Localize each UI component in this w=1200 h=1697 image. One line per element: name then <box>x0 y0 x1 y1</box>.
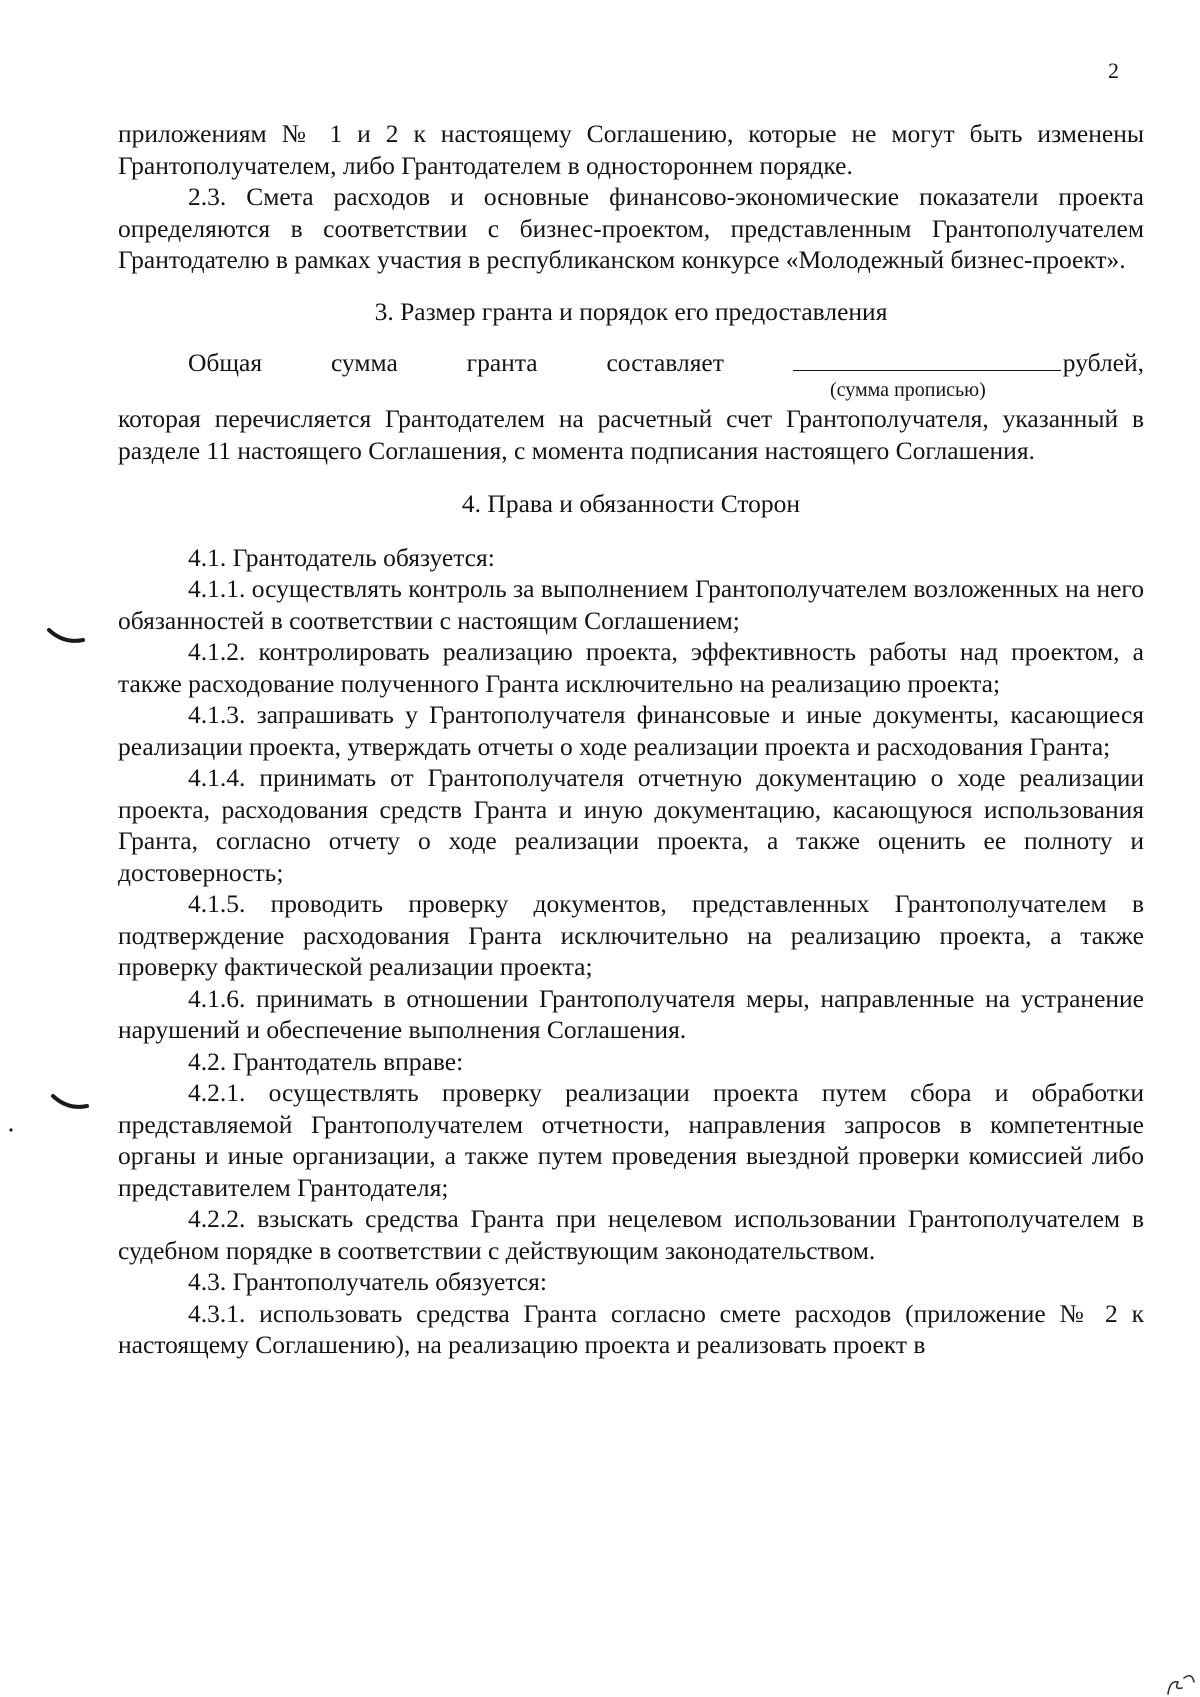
item-4-3: 4.3. Грантополучатель обязуется: <box>188 1267 547 1296</box>
item-4-1-4: 4.1.4. принимать от Грантополучателя отчетную документацию о ходе реализации проекта, расходования средств Гранта и иную документацию, касающуюся использования Гранта, согласно отчету о ходе реализации проекта, а также оценить ее полноту и достоверность; <box>118 763 1144 887</box>
sum-blank-line <box>793 369 1061 371</box>
item-4-1-6: 4.1.6. принимать в отношении Грантополучателя меры, направленные на устранение нарушений и обеспечение выполнения Соглашения. <box>118 983 1144 1044</box>
grant-sum-blank <box>793 347 1144 379</box>
item-4-2-1: 4.2.1. осуществлять проверку реализации проекта путем сбора и обработки представляемой Грантополучателем отчетности, направления запросов в компетентные органы и иные организации, а также путем проведения выездной проверки комиссией либо представителем Грантодателя; <box>118 1078 1144 1202</box>
item-4-3-1: 4.3.1. использовать средства Гранта согласно смете расходов (приложение № 2 к настоящему Соглашению), на реализацию проекта и реализовать проект в <box>118 1298 1144 1359</box>
grant-sum-line <box>118 347 1144 379</box>
paragraph-intro: приложениям № 1 и 2 к настоящему Соглашению, которые не могут быть изменены Грантополучателем, либо Грантодателем в одностороннем порядке. <box>118 119 1144 180</box>
item-4-2: 4.2. Грантодатель вправе: <box>188 1046 464 1076</box>
grant-sum-word-1: Общая <box>188 348 263 377</box>
speck-mark <box>8 1127 14 1133</box>
item-4-1-3: 4.1.3. запрашивать у Грантополучателя финансовые и иные документы, касающиеся реализации проекта, утверждать отчеты о ходе реализации проекта и расходования Гранта; <box>118 700 1144 761</box>
item-4-2-2: 4.2.2. взыскать средства Гранта при нецелевом использовании Грантополучателем в судебном порядке в соответствии с действующим законодательством. <box>118 1204 1144 1265</box>
punch-mark-bottom <box>50 1092 90 1114</box>
paragraph-2-3: 2.3. Смета расходов и основные финансово-экономические показатели проекта определяются в соответствии с бизнес-проектом, представленным Грантополучателем Грантодателю в рамках участия в республиканском конкурсе «Молодежный бизнес-проект». <box>118 182 1144 274</box>
paragraph-3-cont: которая перечисляется Грантодателем на расчетный счет Грантополучателя, указанный в разделе 11 настоящего Соглашения, с момента подписания настоящего Соглашения. <box>118 404 1144 465</box>
corner-scribble-mark <box>1164 1668 1198 1696</box>
grant-sum-word-2: сумма <box>330 348 398 377</box>
sum-caption: (сумма прописью) <box>830 379 986 401</box>
section-4-title: 4. Права и обязанности Сторон <box>461 489 801 518</box>
item-4-1: 4.1. Грантодатель обязуется: <box>188 542 495 572</box>
document-body <box>118 118 1144 1361</box>
grant-sum-currency: рублей, <box>1062 348 1145 377</box>
grant-sum-word-4: составляет <box>606 348 724 377</box>
page-number: 2 <box>1108 58 1119 83</box>
section-3-title: 3. Размер гранта и порядок его предоставления <box>374 296 888 326</box>
grant-sum-word-3: гранта <box>466 348 538 377</box>
item-4-1-2: 4.1.2. контролировать реализацию проекта, эффективность работы над проектом, а также расходование полученного Гранта исключительно на реализацию проекта; <box>118 637 1144 698</box>
punch-mark-top <box>46 626 86 648</box>
item-4-1-5: 4.1.5. проводить проверку документов, представленных Грантополучателем в подтверждение расходования Гранта исключительно на реализацию проекта, а также проверку фактической реализации проекта; <box>118 889 1144 981</box>
item-4-1-1: 4.1.1. осуществлять контроль за выполнением Грантополучателем возложенных на него обязанностей в соответствии с настоящим Соглашением; <box>118 574 1144 635</box>
